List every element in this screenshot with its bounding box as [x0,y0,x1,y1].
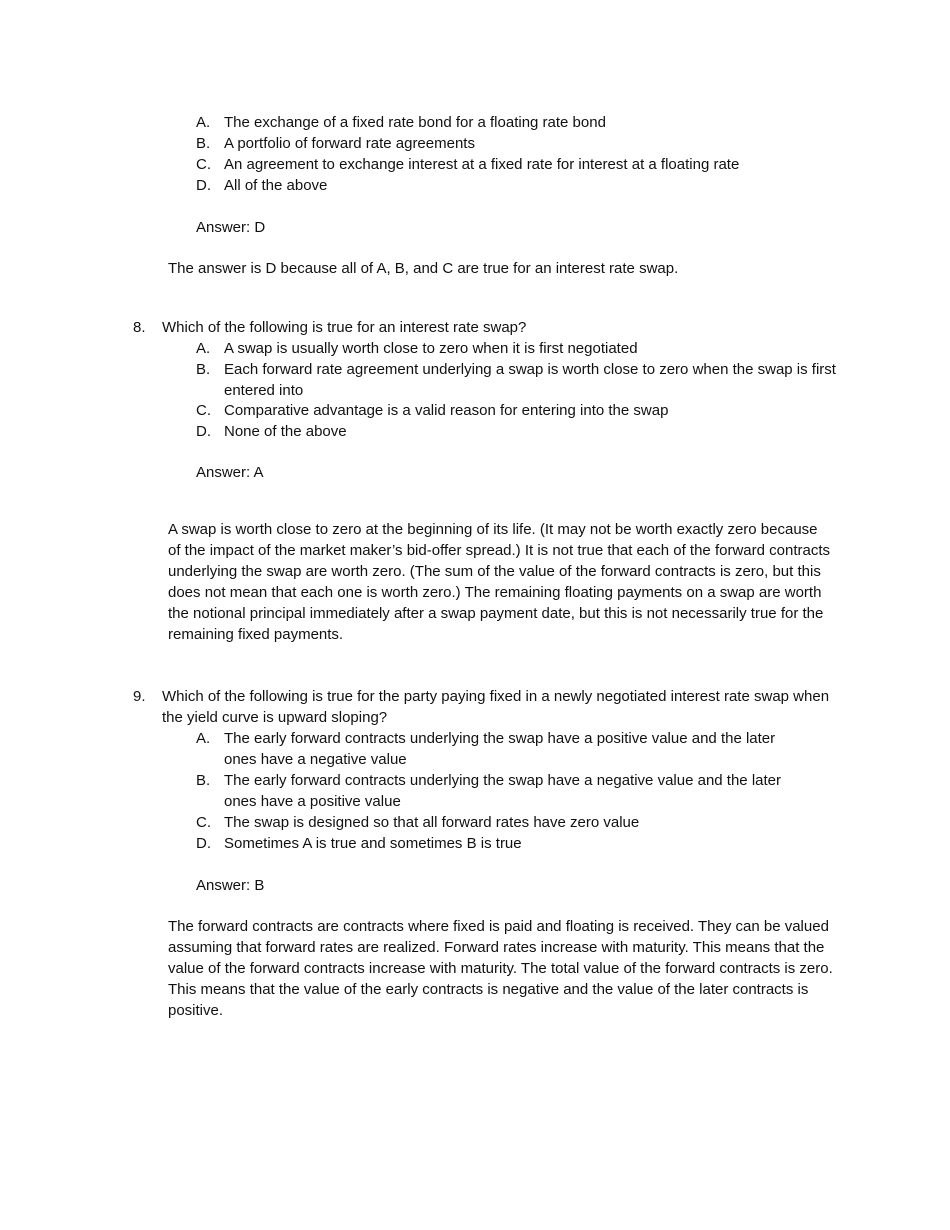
option-letter: A. [196,340,211,357]
option-text: All of the above [224,177,328,194]
option-text: An agreement to exchange interest at a fixed rate for interest at a floating rate [224,156,740,173]
option-text: Comparative advantage is a valid reason for entering into the swap [224,402,669,419]
option-text: The early forward contracts underlying the swap have a negative value and the later ones have a positive value [224,772,781,810]
option-text: A swap is usually worth close to zero when it is first negotiated [224,340,638,357]
option-7b [0,133,950,154]
option-7a [0,112,950,133]
option-letter: C. [196,814,211,831]
explanation-7: The answer is D because all of A, B, and C are true for an interest rate swap. [168,260,679,277]
question-8 [0,317,950,338]
option-8a [0,338,950,359]
option-9a [0,728,950,770]
option-8b [0,359,950,401]
question-text: Which of the following is true for an interest rate swap? [162,319,527,336]
option-letter: C. [196,402,211,419]
option-7c [0,154,950,175]
question-9 [0,686,950,728]
option-text: A portfolio of forward rate agreements [224,135,475,152]
explanation-9: The forward contracts are contracts where fixed is paid and floating is received. They can be valued assuming that forward rates are realized. Forward rates increase with maturity. This means that the value of the forward contracts increase with maturity. The total value of the forward contracts is zero. This means that the value of the early contracts is negative and the value of the later contracts is positive. [168,918,833,1019]
option-8d [0,421,950,442]
option-letter: B. [196,361,211,378]
option-text: The swap is designed so that all forward rates have zero value [224,814,640,831]
option-letter: B. [196,135,211,152]
answer-9: Answer: B [196,877,265,894]
question-number: 9. [133,688,146,705]
option-9c [0,812,950,833]
option-letter: A. [196,114,211,131]
option-letter: A. [196,730,211,747]
option-letter: D. [196,835,211,852]
option-7d [0,175,950,196]
option-9b [0,770,950,812]
explanation-8: A swap is worth close to zero at the beginning of its life. (It may not be worth exactly zero because of the impact of the market maker’s bid-offer spread.) It is not true that each of the forward contracts underlying the swap are worth zero. (The sum of the value of the forward contracts is zero, but this does not mean that each one is worth zero.) The remaining floating payments on a swap are worth the notional principal immediately after a swap payment date, but this is not necessarily true for the remaining fixed payments. [168,521,830,643]
option-8c [0,400,950,421]
question-text: Which of the following is true for the party paying fixed in a newly negotiated interest rate swap when the yield curve is upward sloping? [162,688,830,726]
option-letter: D. [196,177,211,194]
option-text: Sometimes A is true and sometimes B is true [224,835,522,852]
option-letter: B. [196,772,211,789]
option-letter: D. [196,423,211,440]
answer-7: Answer: D [196,219,266,236]
answer-8: Answer: A [196,464,264,481]
option-text: Each forward rate agreement underlying a swap is worth close to zero when the swap is first entered into [224,361,836,399]
option-letter: C. [196,156,211,173]
option-text: The exchange of a fixed rate bond for a floating rate bond [224,114,606,131]
option-text: The early forward contracts underlying the swap have a positive value and the later ones have a negative value [224,730,776,768]
option-text: None of the above [224,423,347,440]
option-9d [0,833,950,854]
question-number: 8. [133,319,146,336]
